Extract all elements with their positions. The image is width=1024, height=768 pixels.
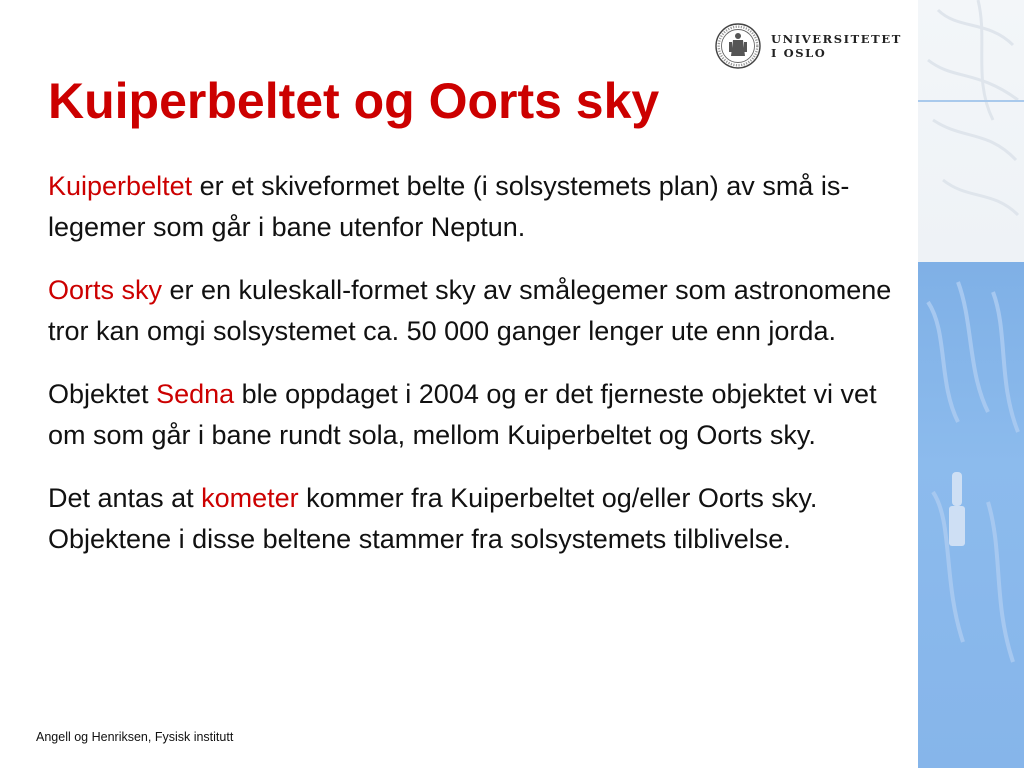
- paragraph-lead: Objektet: [48, 379, 157, 409]
- term-sedna: Sedna: [156, 379, 235, 409]
- decorative-statue-strip-blue: [918, 262, 1024, 768]
- term-kuiperbeltet: Kuiperbeltet: [48, 171, 193, 201]
- term-kometer: kometer: [201, 483, 299, 513]
- paragraph-text: er et skiveformet belte (i solsystemets plan) av små is-legemer som går i bane utenfor Neptun.: [48, 171, 850, 242]
- paragraph-text: ble oppdaget i 2004 og er det fjerneste objektet vi vet om som går i bane rundt sola, mellom Kuiperbeltet og Oorts sky.: [48, 379, 877, 450]
- logo-line-university: UNIVERSITETET: [771, 32, 902, 46]
- paragraph-oort: [48, 270, 908, 352]
- term-oorts-sky: Oorts sky: [48, 275, 163, 305]
- paragraph-sedna: [48, 374, 908, 456]
- paragraph-lead: Det antas at: [48, 483, 202, 513]
- decorative-statue-strip: [918, 0, 1024, 262]
- slide-title: Kuiperbeltet og Oorts sky: [48, 73, 660, 129]
- paragraph-kuiperbelt: [48, 166, 908, 248]
- slide-body: [48, 166, 908, 582]
- paragraph-text: kommer fra Kuiperbeltet og/eller Oorts sky. Objektene i disse beltene stammer fra solsystemets tilblivelse.: [48, 483, 818, 554]
- strip-divider: [918, 100, 1024, 102]
- university-logo: [714, 22, 902, 70]
- paragraph-comets: [48, 478, 908, 560]
- university-seal-icon: [714, 22, 762, 70]
- slide-footer: Angell og Henriksen, Fysisk institutt: [36, 730, 234, 744]
- logo-line-oslo: I OSLO: [771, 46, 827, 60]
- paragraph-text: er en kuleskall-formet sky av smålegemer som astronomene tror kan omgi solsystemet ca. 50 000 ganger lenger ute enn jorda.: [48, 275, 892, 346]
